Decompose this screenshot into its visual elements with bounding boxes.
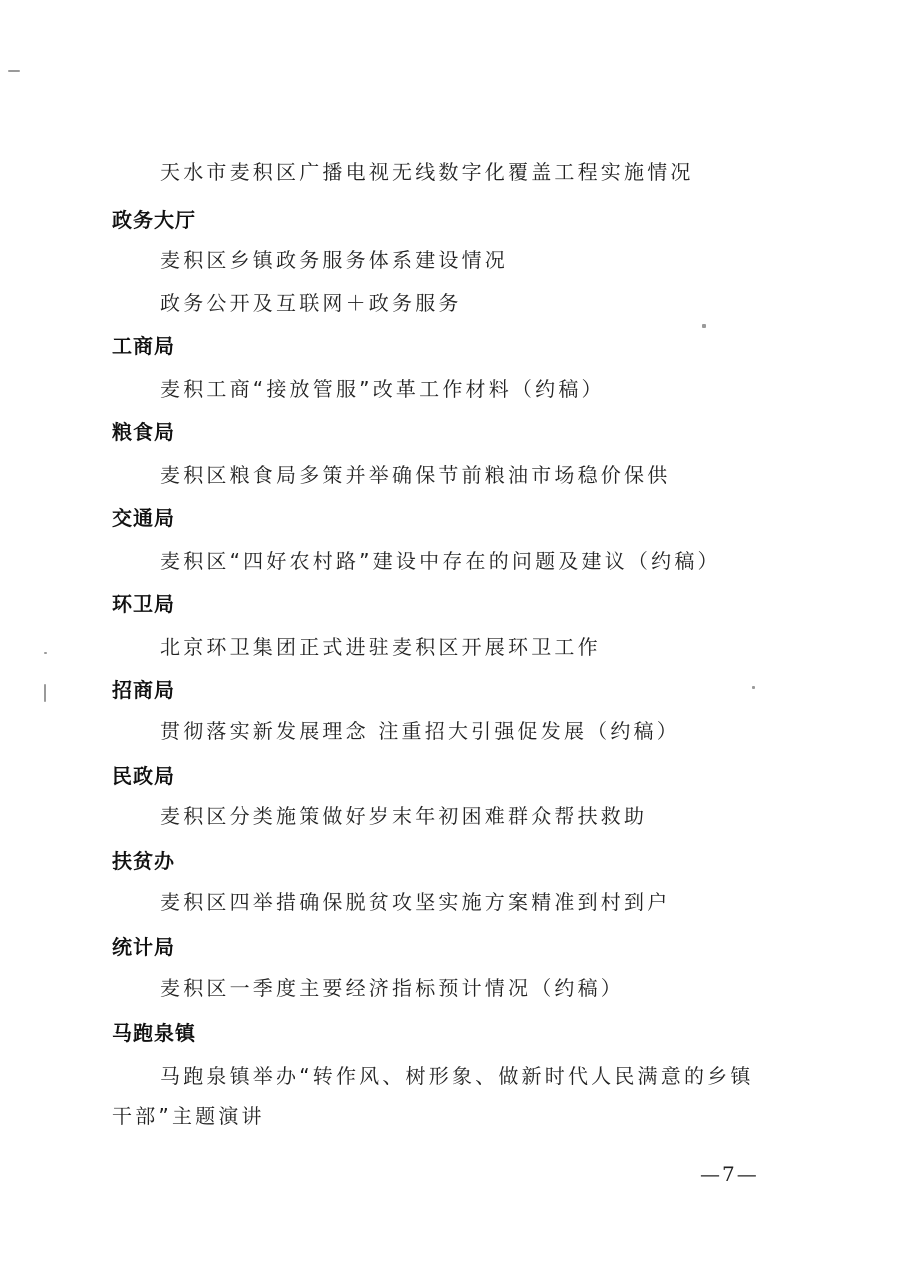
section-heading-fupin-ban: 扶贫办 [112, 849, 175, 873]
article-title: 麦积区乡镇政务服务体系建设情况 [160, 248, 508, 272]
article-title: 麦积工商“接放管服”改革工作材料（约稿） [160, 377, 605, 401]
scan-speck [752, 686, 755, 689]
article-title: 麦积区“四好农村路”建设中存在的问题及建议（约稿） [160, 549, 721, 573]
section-heading-zhengwu-dating: 政务大厅 [112, 208, 196, 232]
scan-speck [44, 684, 46, 702]
section-heading-minzheng-ju: 民政局 [112, 764, 175, 788]
scan-speck [44, 652, 47, 654]
article-title: 麦积区四举措确保脱贫攻坚实施方案精准到村到户 [160, 890, 671, 914]
article-title: 马跑泉镇举办“转作风、树形象、做新时代人民满意的乡镇 [160, 1064, 754, 1088]
section-heading-mapaoquan-zhen: 马跑泉镇 [112, 1021, 196, 1045]
article-title: 麦积区粮食局多策并举确保节前粮油市场稳价保供 [160, 463, 671, 487]
section-heading-gongshang-ju: 工商局 [112, 334, 175, 358]
article-title: 北京环卫集团正式进驻麦积区开展环卫工作 [160, 635, 601, 659]
article-title: 天水市麦积区广播电视无线数字化覆盖工程实施情况 [160, 160, 694, 184]
section-heading-tongji-ju: 统计局 [112, 935, 175, 959]
article-title-continuation: 干部”主题演讲 [112, 1104, 265, 1128]
section-heading-zhaoshang-ju: 招商局 [112, 678, 175, 702]
article-title: 政务公开及互联网＋政务服务 [160, 291, 462, 315]
section-heading-liangshi-ju: 粮食局 [112, 420, 175, 444]
section-heading-jiaotong-ju: 交通局 [112, 506, 175, 530]
article-title: 贯彻落实新发展理念 注重招大引强促发展（约稿） [160, 719, 680, 743]
section-heading-huanwei-ju: 环卫局 [112, 592, 175, 616]
scan-speck [8, 70, 20, 72]
article-title: 麦积区分类施策做好岁末年初困难群众帮扶救助 [160, 804, 648, 828]
scan-speck [702, 324, 706, 328]
page-number: —7— [700, 1162, 759, 1186]
article-title: 麦积区一季度主要经济指标预计情况（约稿） [160, 976, 624, 1000]
